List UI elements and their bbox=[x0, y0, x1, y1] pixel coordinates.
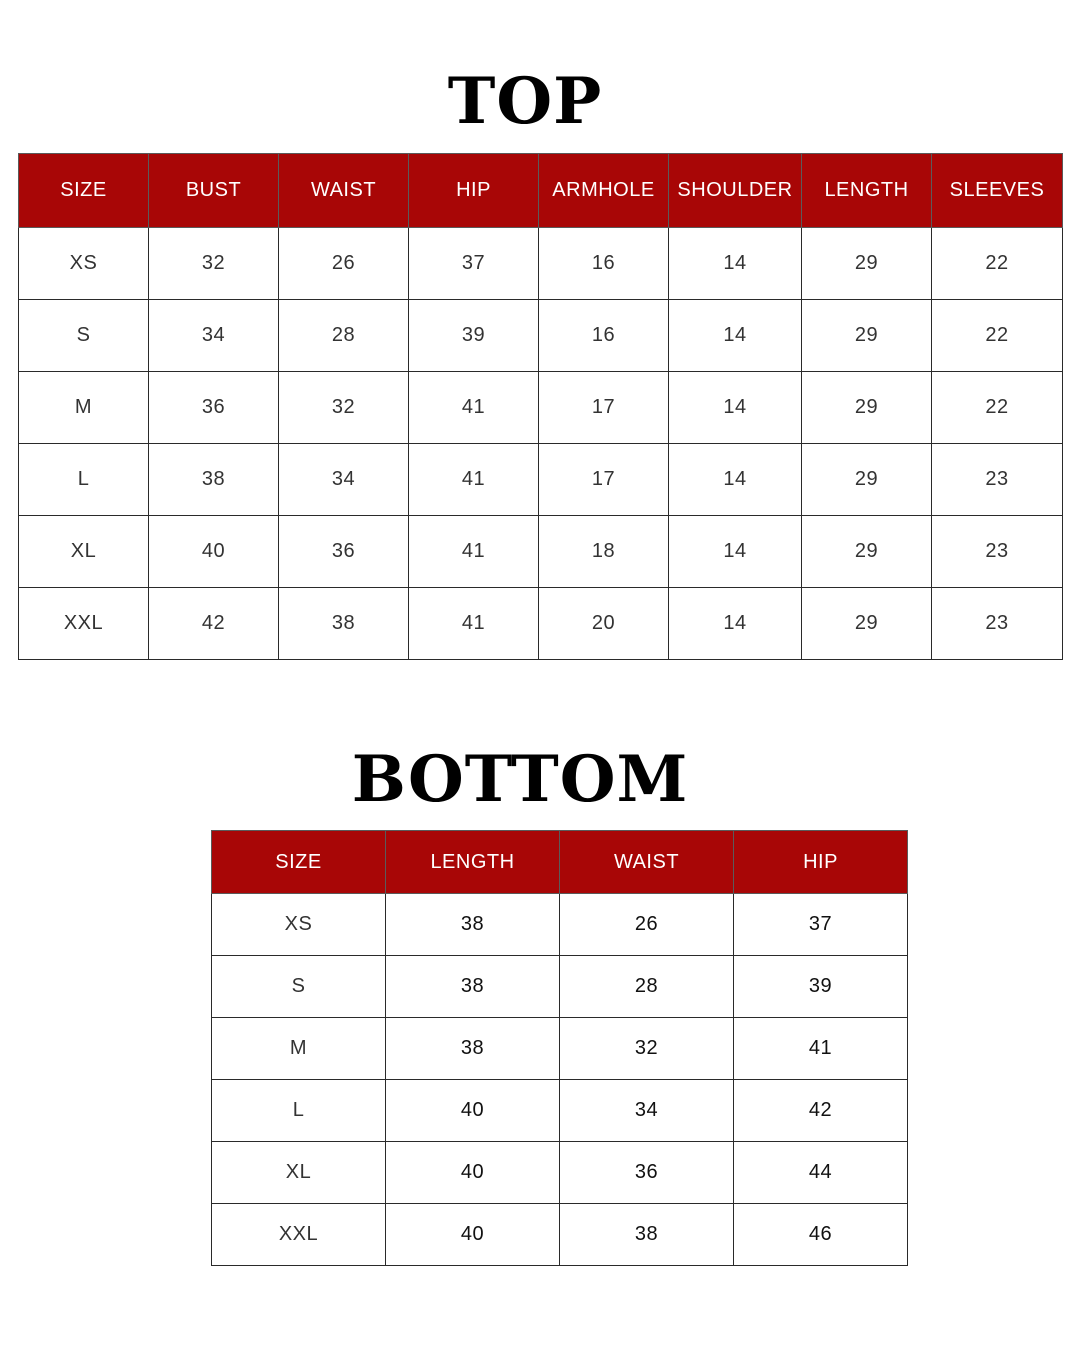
measurement-cell: 46 bbox=[734, 1204, 908, 1266]
measurement-cell: 38 bbox=[386, 1018, 560, 1080]
measurement-cell: 23 bbox=[932, 444, 1063, 516]
top-header-shoulder: SHOULDER bbox=[669, 154, 802, 228]
measurement-cell: 29 bbox=[802, 372, 932, 444]
measurement-cell: 32 bbox=[279, 372, 409, 444]
measurement-cell: 28 bbox=[560, 956, 734, 1018]
measurement-cell: 16 bbox=[539, 300, 669, 372]
measurement-cell: 38 bbox=[386, 956, 560, 1018]
bottom-header-length: LENGTH bbox=[386, 831, 560, 894]
table-row bbox=[19, 300, 1063, 372]
size-cell: XL bbox=[212, 1142, 386, 1204]
top-header-row bbox=[19, 154, 1063, 228]
size-cell: XS bbox=[19, 228, 149, 300]
measurement-cell: 14 bbox=[669, 372, 802, 444]
measurement-cell: 34 bbox=[279, 444, 409, 516]
measurement-cell: 34 bbox=[149, 300, 279, 372]
size-cell: S bbox=[212, 956, 386, 1018]
measurement-cell: 14 bbox=[669, 516, 802, 588]
top-header-armhole: ARMHOLE bbox=[539, 154, 669, 228]
top-header-size: SIZE bbox=[19, 154, 149, 228]
measurement-cell: 41 bbox=[409, 516, 539, 588]
measurement-cell: 23 bbox=[932, 516, 1063, 588]
measurement-cell: 23 bbox=[932, 588, 1063, 660]
measurement-cell: 44 bbox=[734, 1142, 908, 1204]
size-cell: XL bbox=[19, 516, 149, 588]
table-row bbox=[19, 444, 1063, 516]
size-cell: S bbox=[19, 300, 149, 372]
measurement-cell: 40 bbox=[149, 516, 279, 588]
measurement-cell: 41 bbox=[409, 372, 539, 444]
top-header-hip: HIP bbox=[409, 154, 539, 228]
measurement-cell: 37 bbox=[734, 894, 908, 956]
measurement-cell: 16 bbox=[539, 228, 669, 300]
measurement-cell: 29 bbox=[802, 588, 932, 660]
bottom-header-row bbox=[212, 831, 908, 894]
measurement-cell: 42 bbox=[734, 1080, 908, 1142]
bottom-size-chart-table bbox=[211, 830, 908, 1266]
measurement-cell: 29 bbox=[802, 300, 932, 372]
top-header-sleeves: SLEEVES bbox=[932, 154, 1063, 228]
table-row bbox=[19, 228, 1063, 300]
top-header-waist: WAIST bbox=[279, 154, 409, 228]
measurement-cell: 22 bbox=[932, 300, 1063, 372]
measurement-cell: 38 bbox=[560, 1204, 734, 1266]
measurement-cell: 40 bbox=[386, 1080, 560, 1142]
measurement-cell: 28 bbox=[279, 300, 409, 372]
measurement-cell: 26 bbox=[279, 228, 409, 300]
measurement-cell: 14 bbox=[669, 300, 802, 372]
measurement-cell: 29 bbox=[802, 516, 932, 588]
measurement-cell: 14 bbox=[669, 444, 802, 516]
measurement-cell: 36 bbox=[279, 516, 409, 588]
top-header-bust: BUST bbox=[149, 154, 279, 228]
measurement-cell: 40 bbox=[386, 1142, 560, 1204]
measurement-cell: 18 bbox=[539, 516, 669, 588]
table-row bbox=[212, 1204, 908, 1266]
bottom-header-size: SIZE bbox=[212, 831, 386, 894]
bottom-header-waist: WAIST bbox=[560, 831, 734, 894]
top-header-length: LENGTH bbox=[802, 154, 932, 228]
table-row bbox=[212, 894, 908, 956]
measurement-cell: 14 bbox=[669, 588, 802, 660]
measurement-cell: 29 bbox=[802, 228, 932, 300]
table-row bbox=[19, 588, 1063, 660]
size-cell: XXL bbox=[212, 1204, 386, 1266]
measurement-cell: 41 bbox=[409, 588, 539, 660]
measurement-cell: 22 bbox=[932, 228, 1063, 300]
bottom-header-hip: HIP bbox=[734, 831, 908, 894]
measurement-cell: 41 bbox=[734, 1018, 908, 1080]
measurement-cell: 36 bbox=[149, 372, 279, 444]
table-row bbox=[19, 516, 1063, 588]
size-cell: L bbox=[19, 444, 149, 516]
table-row bbox=[212, 1080, 908, 1142]
size-cell: M bbox=[19, 372, 149, 444]
measurement-cell: 34 bbox=[560, 1080, 734, 1142]
measurement-cell: 38 bbox=[386, 894, 560, 956]
measurement-cell: 32 bbox=[560, 1018, 734, 1080]
measurement-cell: 36 bbox=[560, 1142, 734, 1204]
measurement-cell: 20 bbox=[539, 588, 669, 660]
size-cell: XS bbox=[212, 894, 386, 956]
measurement-cell: 32 bbox=[149, 228, 279, 300]
measurement-cell: 14 bbox=[669, 228, 802, 300]
bottom-size-chart-title: BOTTOM bbox=[351, 742, 689, 817]
measurement-cell: 38 bbox=[279, 588, 409, 660]
measurement-cell: 29 bbox=[802, 444, 932, 516]
measurement-cell: 17 bbox=[539, 372, 669, 444]
top-size-chart-table bbox=[18, 153, 1063, 660]
measurement-cell: 17 bbox=[539, 444, 669, 516]
measurement-cell: 22 bbox=[932, 372, 1063, 444]
table-row bbox=[212, 1018, 908, 1080]
table-row bbox=[19, 372, 1063, 444]
measurement-cell: 40 bbox=[386, 1204, 560, 1266]
measurement-cell: 41 bbox=[409, 444, 539, 516]
measurement-cell: 38 bbox=[149, 444, 279, 516]
measurement-cell: 39 bbox=[409, 300, 539, 372]
measurement-cell: 26 bbox=[560, 894, 734, 956]
table-row bbox=[212, 1142, 908, 1204]
measurement-cell: 37 bbox=[409, 228, 539, 300]
measurement-cell: 42 bbox=[149, 588, 279, 660]
measurement-cell: 39 bbox=[734, 956, 908, 1018]
top-size-chart-title: TOP bbox=[447, 64, 603, 139]
size-cell: XXL bbox=[19, 588, 149, 660]
size-cell: M bbox=[212, 1018, 386, 1080]
table-row bbox=[212, 956, 908, 1018]
size-cell: L bbox=[212, 1080, 386, 1142]
